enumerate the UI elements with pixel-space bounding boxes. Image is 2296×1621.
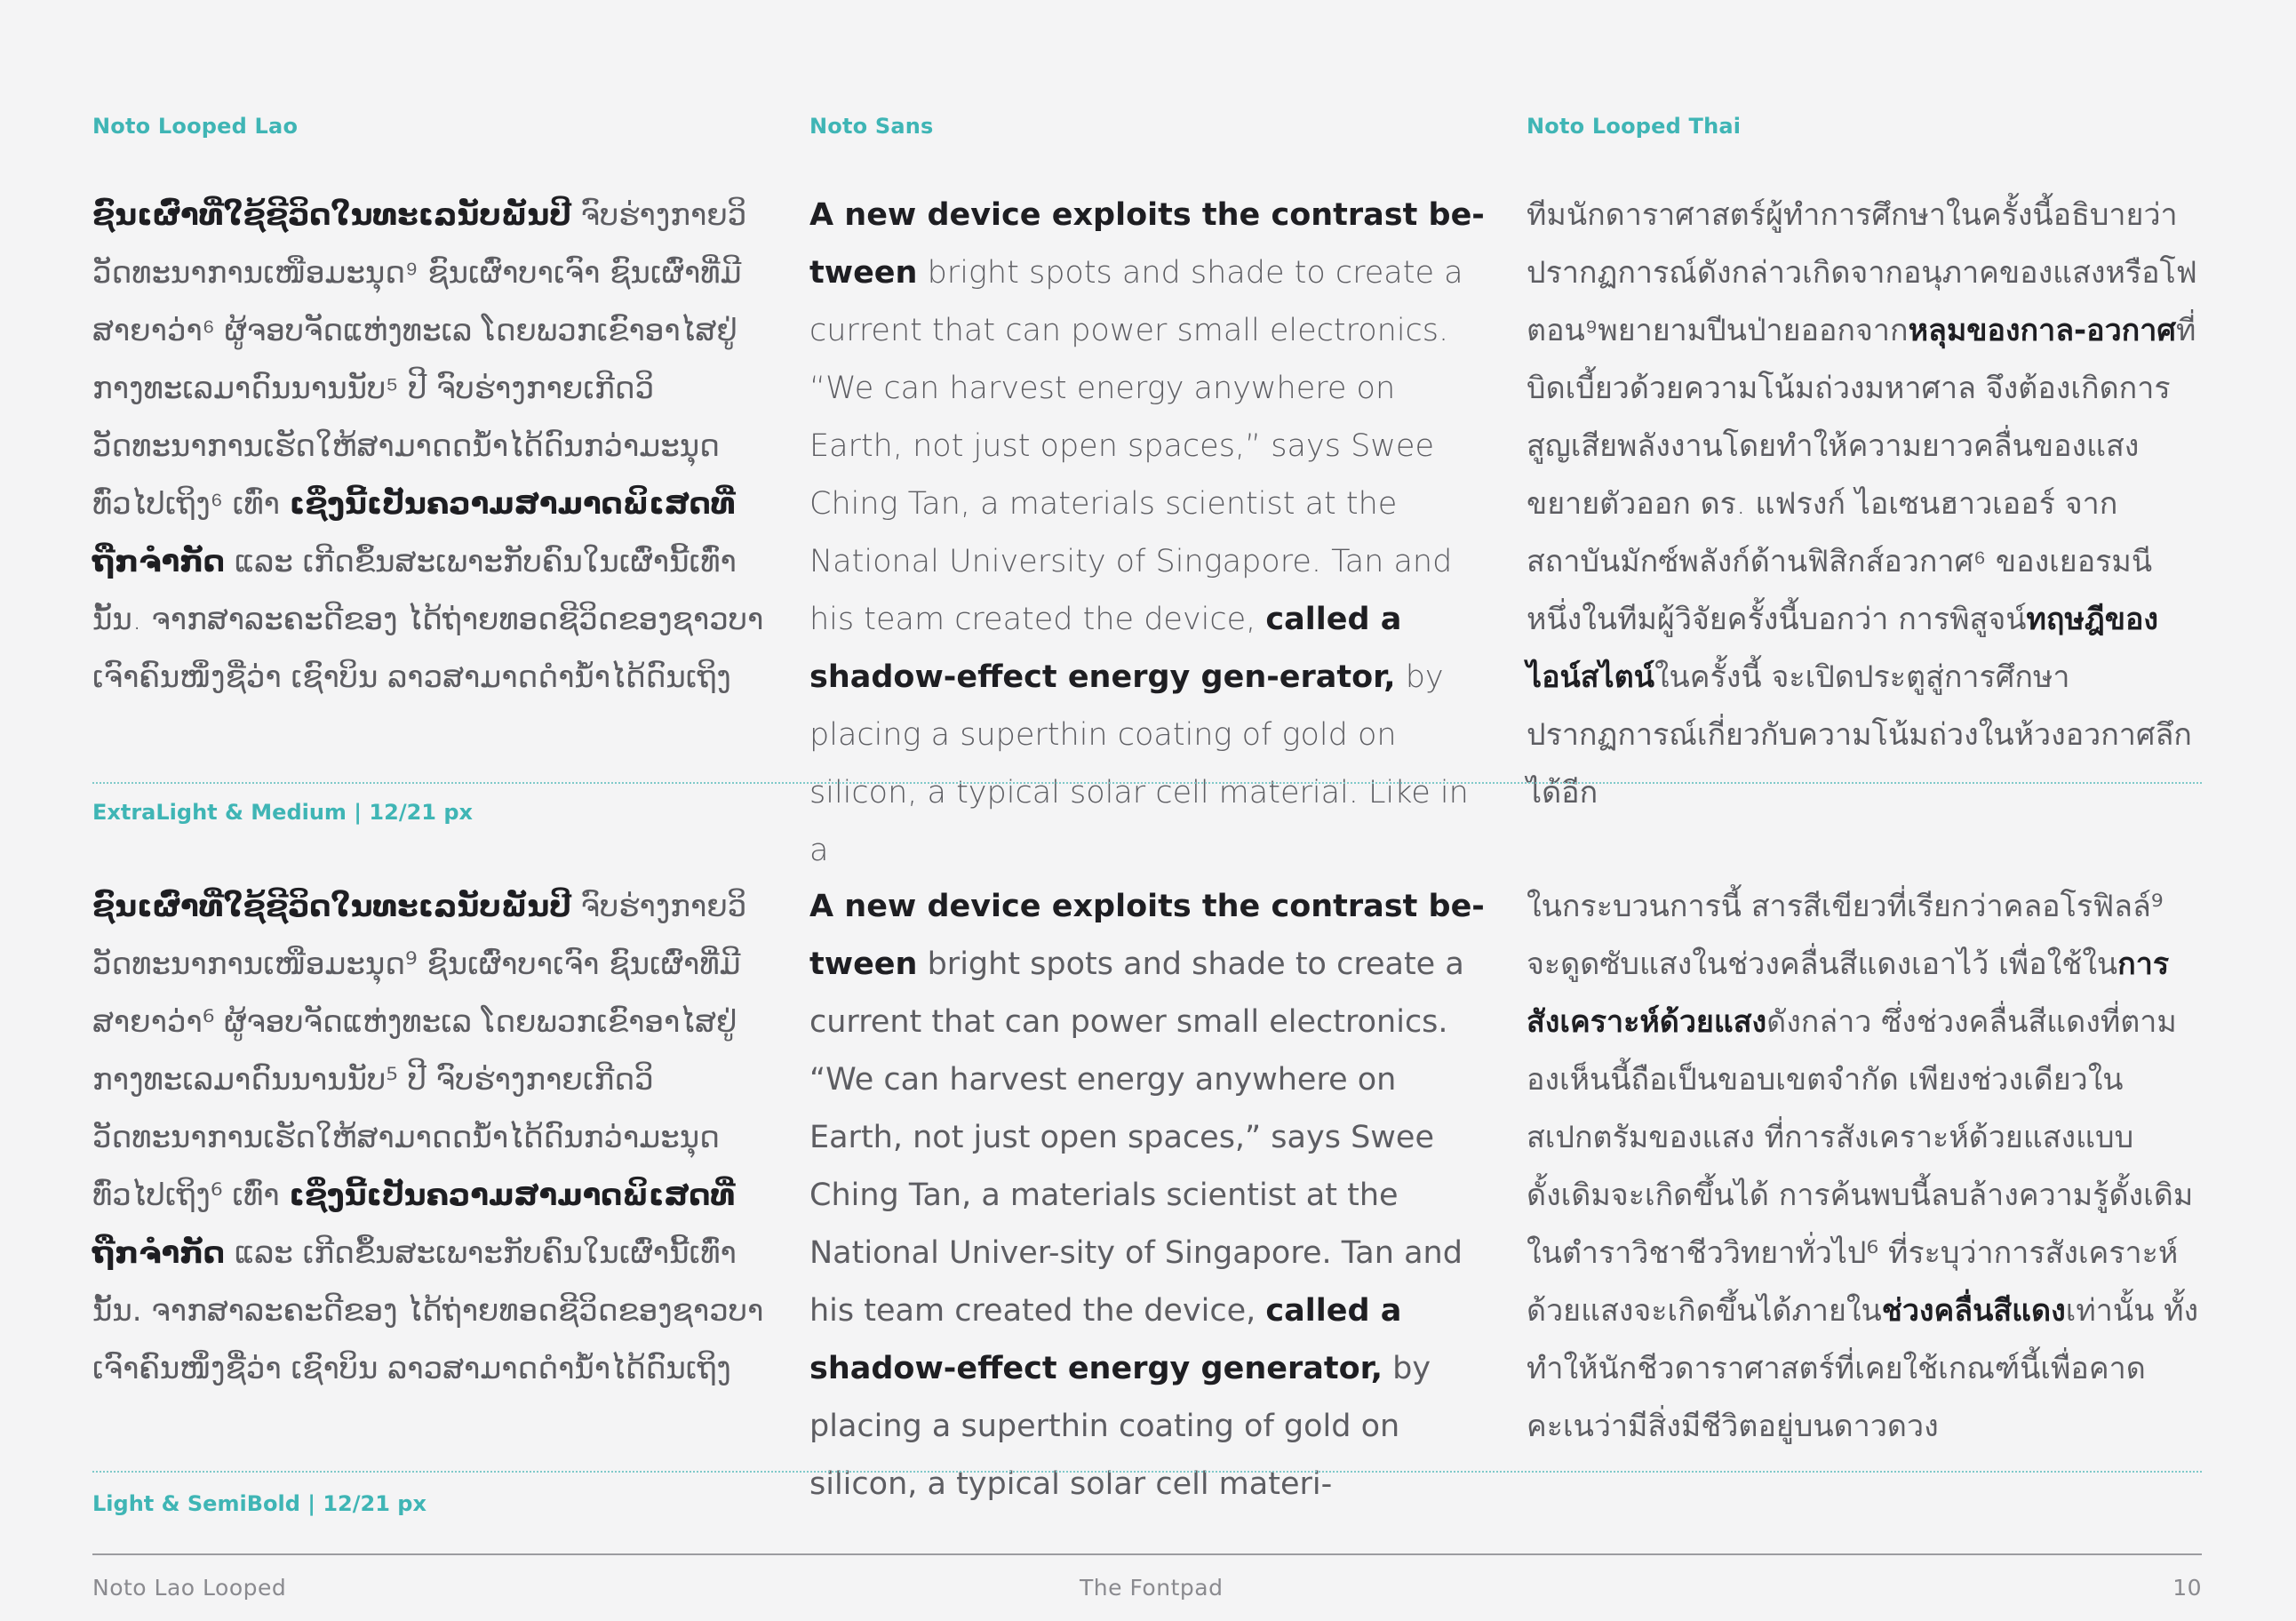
footer-rule	[92, 1553, 2202, 1555]
thai-sample-extralight	[1527, 187, 2202, 810]
sans-plain-b: by placing a superthin coating of gold on silicon, a typical solar cell material. Like in a	[809, 659, 1469, 868]
lao-plain-a: ຈົບຮ່າງກາຍວິວັດທະນາການເໜືອມະນຸດ⁹ ຊົນເຜົ່າບາເຈົາ ຊົນເຜົ່າທີ່ມີສາຍາວ່າ⁶ ຜູ້ຈອບຈັດແຫ່ງທະເລ ໂດຍພວກເຂົາອາໄສຢູ່ກາງທະເລມາດົນນານນັບ⁵ ປີ ຈົບຮ່າງກາຍເກີດວິວັດທະນາການເຮັດໃຫ້ສາມາດດນ້ຳໄດ້ດົນກວ່າມະນຸດທົ່ວໄປເຖິງ⁶ ເທົ່າ	[92, 197, 747, 522]
thai-plain-b: ดังกล่าว ซึ่งช่วงคลื่นสีแดงที่ตามองเห็นนี้ถือเป็นขอบเขตจำกัด เพียงช่วงเดียวในสเปกตรัมของแสง ที่การสังเคราะห์ด้วยแสงแบบดั้งเดิมจะเกิดขึ้นได้ การค้นพบนี้ลบล้างความรู้ดั้งเดิมในตำราวิชาชีววิทยาทั่วไป⁶ ที่ระบุว่าการสังเคราะห์ด้วยแสงจะเกิดขึ้นได้ภายใน	[1527, 1004, 2194, 1329]
lao-sample-extralight	[92, 187, 768, 764]
thai-plain-c: ในครั้งนี้ จะเปิดประตูสู่การศึกษาปรากฏการณ์เกี่ยวกับความโน้มถ่วงในห้วงอวกาศลึกได้อีก	[1527, 659, 2192, 810]
footer-publication: The Fontpad	[1080, 1575, 1224, 1601]
thai-plain-a: ในกระบวนการนี้ สารสีเขียวที่เรียกว่าคลอโรฟิลล์⁹ จะดูดซับแสงในช่วงคลื่นสีแดงเอาไว้ เพื่อใช้ใน	[1527, 889, 2164, 982]
thai-sample-light	[1527, 878, 2202, 1456]
sans-bold-b: called a shadow-effect energy gen-erator,	[809, 602, 1402, 695]
thai-bold-a: การสังเคราะห์ด้วยแสง	[1527, 946, 2170, 1040]
lao-plain-b: ແລະ ເກີດຂຶ້ນສະເພາະກັບຄົນໃນເຜົ່ານີ້ເທົ່ານັ້ນ. ຈາກສາລະຄະດີຂອງ ໄດ້ຖ່າຍທອດຊີວິດຂອງຊາວບາເຈົາຄົນໜຶ່ງຊື່ວ່າ ເຊົາບິນ ລາວສາມາດດຳນ້ຳໄດ້ດົນເຖິງ	[92, 1235, 764, 1386]
footer-font-name: Noto Lao Looped	[92, 1575, 287, 1601]
lao-bold-a: ຊົນເຜົ່າທີ່ໃຊ້ຊີວິດໃນທະເລນັບພັນປີ	[92, 197, 571, 233]
section-divider	[92, 782, 2202, 784]
page-number: 10	[2172, 1575, 2202, 1601]
lao-sample-light	[92, 878, 768, 1456]
sans-plain-a: bright spots and shade to create a current that can power small electronics. “We can harvest energy anywhere on Earth, not just open spaces,” says Swee Ching Tan, a materials scientist at the National University of Singapore. Tan and his team created the device,	[809, 255, 1463, 637]
sans-plain-a: bright spots and shade to create a current that can power small electronics. “We can harvest energy anywhere on Earth, not just open spaces,” says Swee Ching Tan, a materials scientist at the National Univer-sity of Singapore. Tan and his team created the device,	[809, 946, 1464, 1329]
lao-bold-b: ເຊິ່ງນີ້ເປັນຄວາມສາມາດພິເສດທີ່ຖືກຈຳກັດ	[92, 486, 736, 579]
column-label-sans: Noto Sans	[809, 114, 934, 139]
lao-bold-a: ຊົນເຜົ່າທີ່ໃຊ້ຊີວິດໃນທະເລນັບພັນປີ	[92, 889, 571, 924]
thai-bold-a: หลุมของกาล-อวกาศ	[1908, 313, 2176, 348]
spec-label-light-semibold: Light & SemiBold | 12/21 px	[92, 1491, 427, 1516]
sans-bold-a: A new device exploits the contrast be-tween	[809, 889, 1485, 982]
lao-plain-b: ແລະ ເກີດຂຶ້ນສະເພາະກັບຄົນໃນເຜົ່ານີ້ເທົ່ານັ້ນ. ຈາກສາລະຄະດີຂອງ ໄດ້ຖ່າຍທອດຊີວິດຂອງຊາວບາເຈົາຄົນໜຶ່ງຊື່ວ່າ ເຊົາບິນ ລາວສາມາດດຳນ້ຳໄດ້ດົນເຖິງ	[92, 544, 764, 695]
thai-plain-a: ทีมนักดาราศาสตร์ผู้ทำการศึกษาในครั้งนี้อธิบายว่าปรากฏการณ์ดังกล่าวเกิดจากอนุภาคของแสงหรือโฟตอน⁹พยายามปีนป่ายออกจาก	[1527, 197, 2197, 348]
lao-bold-b: ເຊິ່ງນີ້ເປັນຄວາມສາມາດພິເສດທີ່ຖືກຈຳກັດ	[92, 1178, 736, 1271]
column-label-thai: Noto Looped Thai	[1527, 114, 1742, 139]
thai-bold-b: ทฤษฎีของไอน์สไตน์	[1527, 602, 2158, 695]
section-divider	[92, 1471, 2202, 1473]
thai-plain-b: ที่บิดเบี้ยวด้วยความโน้มถ่วงมหาศาล จึงต้องเกิดการสูญเสียพลังงานโดยทำให้ความยาวคลื่นของแสงขยายตัวออก ดร. แฟรงก์ ไอเซนฮาวเออร์ จากสถาบันมักซ์พลังก์ด้านฟิสิกส์อวกาศ⁶ ของเยอรมนี หนึ่งในทีมผู้วิจัยครั้งนี้บอกว่า การพิสูจน์	[1527, 313, 2196, 637]
lao-plain-a: ຈົບຮ່າງກາຍວິວັດທະນາການເໜືອມະນຸດ⁹ ຊົນເຜົ່າບາເຈົາ ຊົນເຜົ່າທີ່ມີສາຍາວ່າ⁶ ຜູ້ຈອບຈັດແຫ່ງທະເລ ໂດຍພວກເຂົາອາໄສຢູ່ກາງທະເລມາດົນນານນັບ⁵ ປີ ຈົບຮ່າງກາຍເກີດວິວັດທະນາການເຮັດໃຫ້ສາມາດດນ້ຳໄດ້ດົນກວ່າມະນຸດທົ່ວໄປເຖິງ⁶ ເທົ່າ	[92, 889, 747, 1213]
spec-label-extralight-medium: ExtraLight & Medium | 12/21 px	[92, 800, 473, 825]
sans-plain-b: by placing a superthin coating of gold on silicon, a typical solar cell materi-	[809, 1351, 1431, 1502]
thai-bold-b: ช่วงคลื่นสีแดง	[1881, 1293, 2066, 1329]
column-label-lao: Noto Looped Lao	[92, 114, 299, 139]
thai-plain-c: เท่านั้น ทั้งทำให้นักชีวดาราศาสตร์ที่เคยใช้เกณฑ์นี้เพื่อคาดคะเนว่ามีสิ่งมีชีวิตอยู่บนดาวดวง	[1527, 1293, 2199, 1444]
sans-bold-a: A new device exploits the contrast be-tween	[809, 197, 1485, 291]
sans-sample-extralight	[809, 187, 1485, 868]
sans-bold-b: called a shadow-effect energy generator,	[809, 1293, 1402, 1386]
sans-sample-light	[809, 878, 1485, 1502]
